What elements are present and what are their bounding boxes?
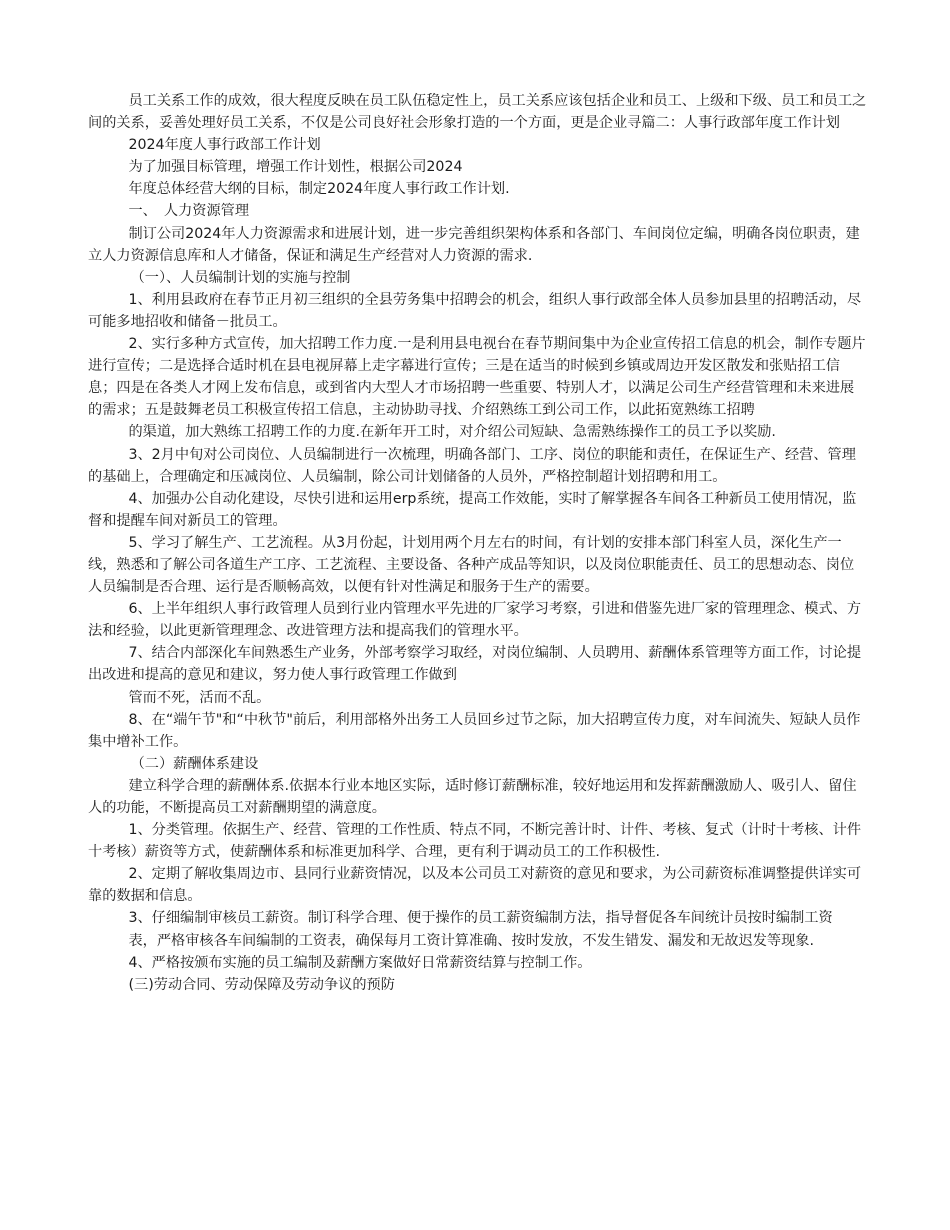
paragraph-salary-system: 建立科学合理的薪酬体系.依据本行业本地区实际，适时修订薪酬标准，较好地运用和发挥薪酬激励人、吸引人、留住人的功能，不断提高员工对薪酬期望的满意度。 <box>88 777 857 816</box>
list-item-6: 6、上半年组织人事行政管理人员到行业内管理水平先进的厂家学习考察，引进和借鉴先进厂家的管理理念、模式、方法和经验，以此更新管理理念、改进管理方法和提高我们的管理水平。 <box>88 601 862 640</box>
list-item-7: 7、结合内部深化车间熟悉生产业务，外部考察学习取经，对岗位编制、人员聘用、薪酬体系管理等方面工作，讨论提出改进和提高的意见和建议，努力使人事行政管理工作做到 <box>88 645 862 684</box>
section-heading-hr: 一、 人力资源管理 <box>128 203 250 220</box>
list-item-2: 2、实行多种方式宣传，加大招聘工作力度.一是利用县电视台在春节期间集中为企业宣传招工信息的机会，制作专题片进行宣传；二是选择合适时机在县电视屏幕上走字幕进行宣传；三是在适当的时候到乡镇或周边开发区散发和张贴招工信息；四是在各类人才网上发布信息，或到省内大型人才市场招聘一些重要、特别人才，以满足公司生产经营管理和未来进展的需求；五是鼓舞老员工积极宣传招工信息，主动协助寻找、介绍熟练工到公司工作，以此拓宽熟练工招聘 <box>88 336 866 419</box>
list-item-3: 3、2月中旬对公司岗位、人员编制进行一次梳理，明确各部门、工序、岗位的职能和责任，在保证生产、经营、管理的基础上，合理确定和压减岗位、人员编制，除公司计划储备的人员外，严格控制超计划招聘和用工。 <box>88 446 856 485</box>
paragraph-hr-plan: 制订公司2024年人力资源需求和进展计划，进一步完善组织架构体系和各部门、车间岗位定编，明确各岗位职责，建立人力资源信息库和人才储备，保证和满足生产经营对人力资源的需求. <box>88 225 860 264</box>
paragraph-intro-1: 为了加强目标管理，增强工作计划性，根据公司2024 <box>128 159 463 176</box>
salary-item-1: 1、分类管理。依据生产、经营、管理的工作性质、特点不同，不断完善计时、计件、考核、复式（计时十考核、计件十考核）薪资等方式，使薪酬体系和标准更加科学、合理，更有利于调动员工的工作积极性. <box>88 822 862 861</box>
list-item-2-continued: 的渠道，加大熟练工招聘工作的力度.在新年开工时，对介绍公司短缺、急需熟练操作工的员工予以奖励. <box>128 424 776 441</box>
salary-item-4: 4、严格按颁布实施的员工编制及薪酬方案做好日常薪资结算与控制工作。 <box>128 954 592 971</box>
list-item-4: 4、加强办公自动化建设，尽快引进和运用erp系统，提高工作效能，实时了解掌握各车间各工种新员工使用情况，监督和提醒车间对新员工的管理。 <box>88 490 857 529</box>
document-title: 2024年度人事行政部工作计划 <box>128 137 321 154</box>
salary-item-3: 3、仔细编制审核员工薪资。制订科学合理、便于操作的员工薪资编制方法，指导督促各车间统计员按时编制工资 <box>128 910 833 927</box>
paragraph-employee-relations: 员工关系工作的成效，很大程度反映在员工队伍稳定性上，员工关系应该包括企业和员工、上级和下级、员工和员工之间的关系，妥善处理好员工关系，不仅是公司良好社会形象打造的一个方面，更是企业寻篇二：人事行政部年度工作计划 <box>88 93 867 132</box>
subsection-heading-staffing: （一）、人员编制计划的实施与控制 <box>130 269 351 286</box>
salary-item-2: 2、定期了解收集周边市、县同行业薪资情况，以及本公司员工对薪资的意见和要求，为公司薪资标准调整提供详实可靠的数据和信息。 <box>88 866 862 905</box>
list-item-1: 1、利用县政府在春节正月初三组织的全县劳务集中招聘会的机会，组织人事行政部全体人员参加县里的招聘活动，尽可能多地招收和储备－批员工。 <box>88 291 862 330</box>
paragraph-intro-2: 年度总体经营大纲的目标，制定2024年度人事行政工作计划. <box>128 181 510 198</box>
subsection-heading-labor-contract: (三)劳动合同、劳动保障及劳动争议的预防 <box>128 976 395 993</box>
list-item-8: 8、在“端午节"和“中秋节"前后，利用部格外出务工人员回乡过节之际，加大招聘宣传力度，对车间流失、短缺人员作集中增补工作。 <box>88 711 861 750</box>
list-item-5: 5、学习了解生产、工艺流程。从3月份起，计划用两个月左右的时间，有计划的安排本部门科室人员，深化生产一线，熟悉和了解公司各道生产工序、工艺流程、主要设备、各种产成品等知识，以及岗位职能责任、员工的思想动态、岗位人员编制是否合理、运行是否顺畅高效，以便有针对性满足和服务于生产的需要。 <box>88 534 855 596</box>
subsection-heading-salary: （二）薪酬体系建设 <box>130 755 259 772</box>
list-item-7-continued: 管而不死，活而不乱。 <box>128 689 271 706</box>
salary-item-3-continued: 表，严格审核各车间编制的工资表，确保每月工资计算准确、按时发放，不发生错发、漏发和无故迟发等现象. <box>128 932 814 949</box>
document-body <box>88 90 868 996</box>
